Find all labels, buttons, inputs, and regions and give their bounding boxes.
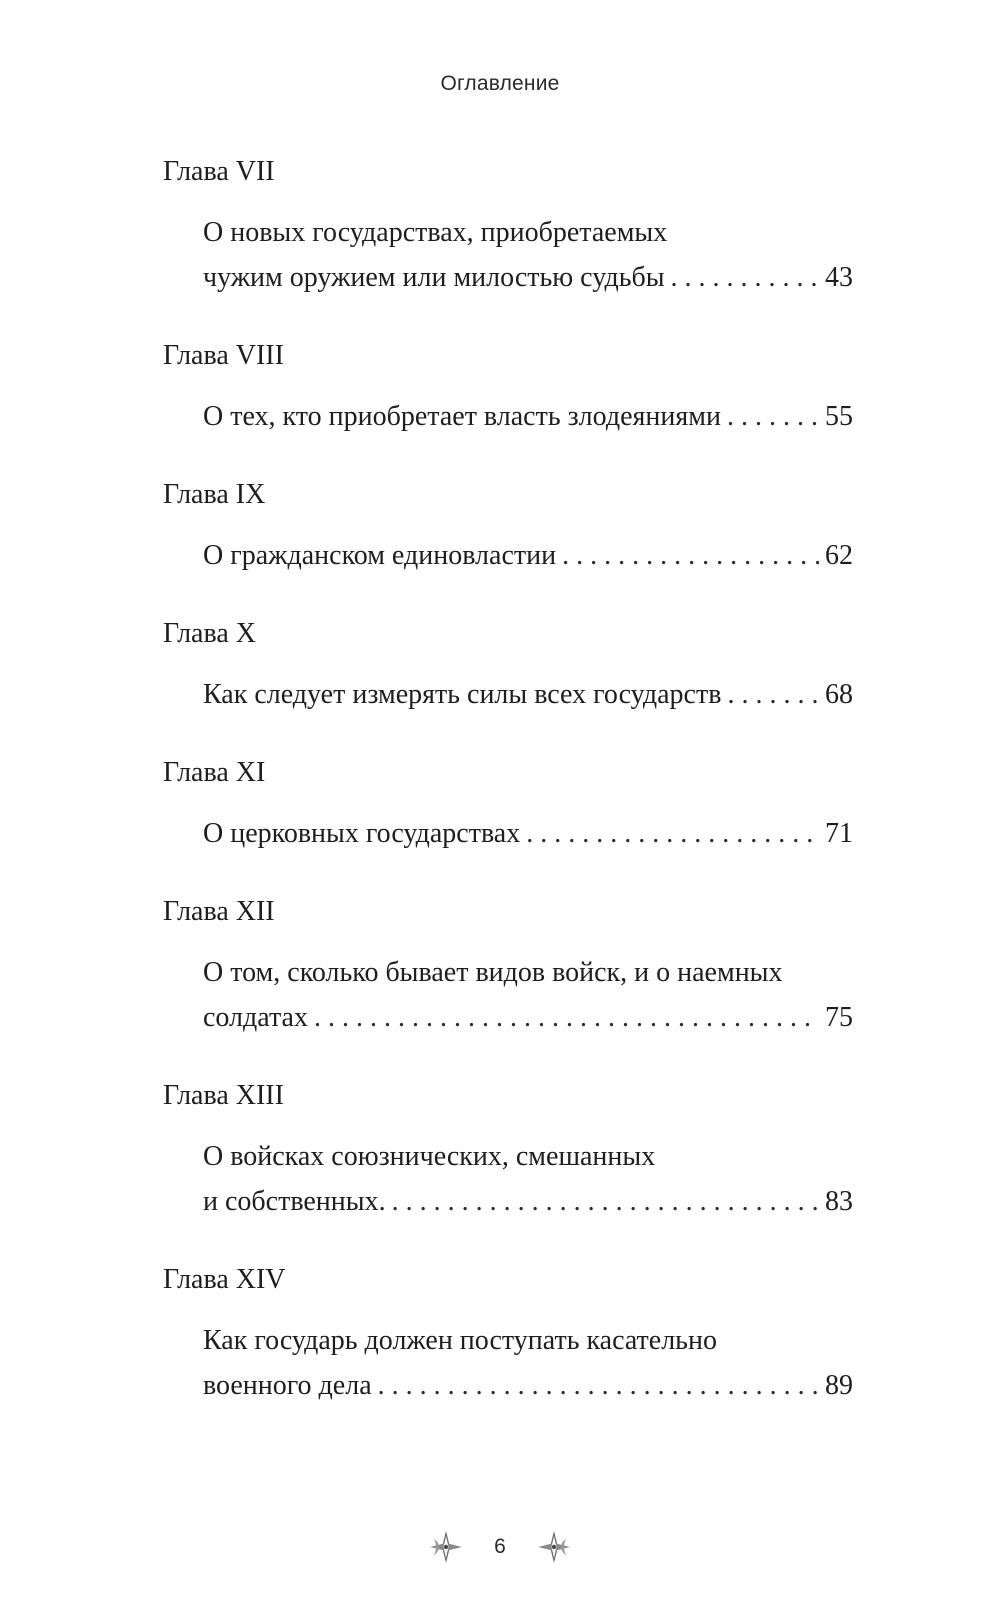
chapter-heading: Глава IX: [163, 479, 266, 510]
chapter-heading: Глава X: [163, 618, 256, 649]
page-number: 43: [825, 262, 853, 293]
chapter-entry[interactable]: [203, 672, 853, 717]
page-number: 75: [825, 1002, 853, 1033]
entry-title-line: О том, сколько бывает видов войск, и о наемных: [203, 957, 783, 988]
chapter-entry[interactable]: [203, 1134, 853, 1224]
fleuron-ornament-icon: [426, 1527, 466, 1567]
entry-title-line: О тех, кто приобретает власть злодеяниями: [203, 401, 721, 432]
entry-title-line: Как государь должен поступать касательно: [203, 1325, 717, 1356]
table-of-contents: [163, 150, 853, 1408]
dot-leader: [671, 255, 819, 300]
entry-title-line: и собственных.: [203, 1186, 386, 1217]
page-number-footer: 6: [494, 1535, 506, 1558]
chapter-heading: Глава XI: [163, 757, 266, 788]
dot-leader: [392, 1179, 819, 1224]
entry-title-line: чужим оружием или милостью судьбы: [203, 262, 665, 293]
toc-chapter: [163, 150, 853, 300]
entry-title-line: военного дела: [203, 1370, 372, 1401]
entry-title-line: О гражданском единовластии: [203, 540, 557, 571]
toc-chapter: [163, 334, 853, 439]
dot-leader: [378, 1363, 819, 1408]
chapter-entry[interactable]: [203, 533, 853, 578]
chapter-entry[interactable]: [203, 210, 853, 300]
dot-leader: [526, 811, 819, 856]
chapter-entry[interactable]: [203, 394, 853, 439]
toc-chapter: [163, 473, 853, 578]
page-number: 62: [825, 540, 853, 571]
toc-chapter: [163, 1258, 853, 1408]
chapter-heading: Глава XII: [163, 896, 275, 927]
running-head: Оглавление: [440, 72, 560, 95]
entry-title-line: О церковных государствах: [203, 818, 521, 849]
page-number: 55: [825, 401, 853, 432]
toc-chapter: [163, 612, 853, 717]
page-number: 89: [825, 1370, 853, 1401]
page-number: 83: [825, 1186, 853, 1217]
chapter-entry[interactable]: [203, 950, 853, 1040]
chapter-heading: Глава VIII: [163, 340, 284, 371]
dot-leader: [727, 672, 819, 717]
page-number: 71: [825, 818, 853, 849]
entry-title-line: О новых государствах, приобретаемых: [203, 217, 668, 248]
dot-leader: [314, 995, 819, 1040]
page-footer: [0, 1527, 1000, 1567]
chapter-heading: Глава XIV: [163, 1264, 286, 1295]
toc-chapter: [163, 1074, 853, 1224]
chapter-heading: Глава VII: [163, 156, 275, 187]
toc-chapter: [163, 890, 853, 1040]
chapter-entry[interactable]: [203, 811, 853, 856]
chapter-entry[interactable]: [203, 1318, 853, 1408]
fleuron-ornament-icon: [534, 1527, 574, 1567]
entry-title-line: О войсках союзнических, смешанных: [203, 1141, 656, 1172]
toc-chapter: [163, 751, 853, 856]
dot-leader: [727, 394, 819, 439]
page-number: 68: [825, 679, 853, 710]
dot-leader: [562, 533, 819, 578]
entry-title-line: солдатах: [203, 1002, 308, 1033]
chapter-heading: Глава XIII: [163, 1080, 284, 1111]
entry-title-line: Как следует измерять силы всех государств: [203, 679, 722, 710]
